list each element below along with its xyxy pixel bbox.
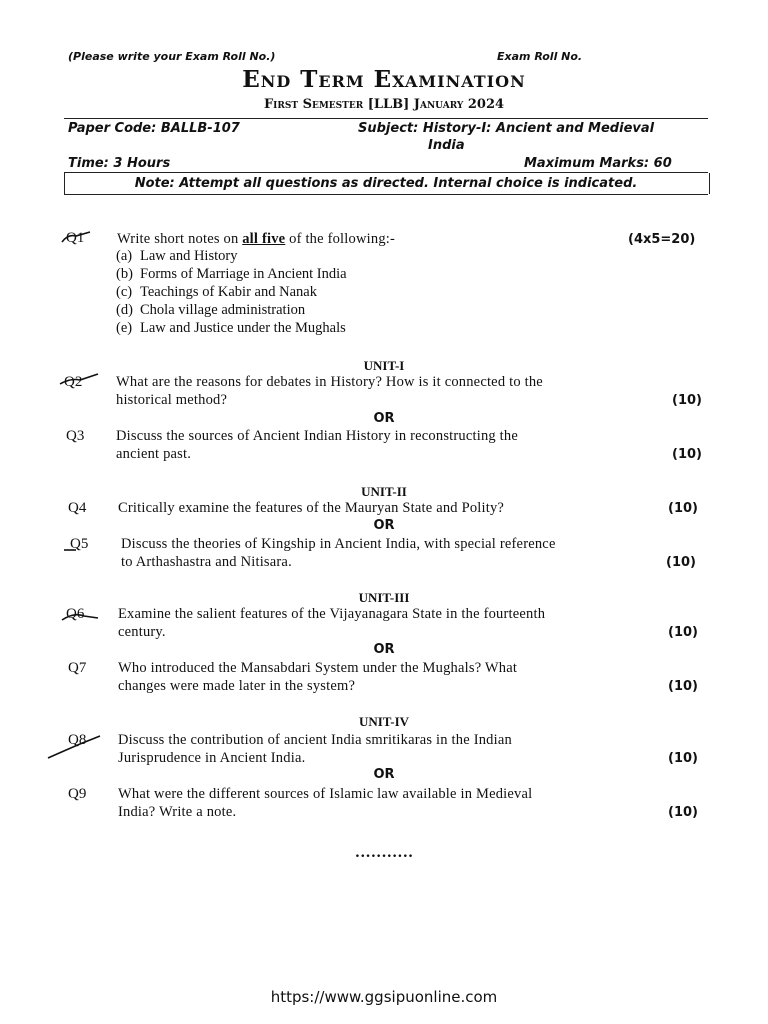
max-marks: Maximum Marks: 60 [524, 156, 672, 171]
divider [64, 118, 708, 119]
question-number: Q3 [66, 428, 85, 444]
question-text [117, 231, 395, 248]
question-number: Q4 [68, 500, 87, 516]
question-number: Q7 [68, 660, 87, 676]
tick-mark [60, 228, 94, 246]
question-text: What were the different sources of Islamic law available in Medieval [118, 786, 533, 802]
marks: (10) [666, 555, 696, 570]
question-text: changes were made later in the system? [118, 678, 356, 694]
exam-title: End Term Examination [242, 66, 526, 93]
question-number: Q6 [66, 606, 85, 622]
list-item [116, 284, 317, 301]
question-number: Q8 [68, 732, 87, 748]
footer-url[interactable]: https://www.ggsipuonline.com [270, 988, 498, 1006]
question-text: Discuss the sources of Ancient Indian History in reconstructing the [116, 428, 518, 444]
q1-text-post: of the following:- [285, 231, 396, 247]
question-text: to Arthashastra and Nitisara. [121, 554, 292, 570]
question-text: century. [118, 624, 166, 640]
question-number: Q5 [70, 536, 89, 552]
item-text: Chola village administration [140, 302, 306, 318]
end-mark: ••••••••••• [354, 852, 414, 862]
question-number: Q9 [68, 786, 87, 802]
question-text: Discuss the theories of Kingship in Ancient India, with special reference [121, 536, 556, 552]
marks: (10) [668, 501, 698, 516]
question-text: Examine the salient features of the Vijayanagara State in the fourteenth [118, 606, 546, 622]
item-label: (e) [116, 320, 133, 336]
list-item [116, 248, 237, 265]
marks: (10) [668, 625, 698, 640]
marks: (10) [668, 805, 698, 820]
subject-line-1: Subject: History-I: Ancient and Medieval [358, 121, 655, 136]
item-label: (b) [116, 266, 133, 282]
q1-text-bold: all five [242, 231, 286, 247]
item-text: Forms of Marriage in Ancient India [140, 266, 347, 282]
unit-heading: UNIT-II [361, 484, 407, 499]
question-number: Q2 [64, 374, 83, 390]
or-label: OR [373, 767, 395, 782]
item-text: Law and History [140, 248, 238, 264]
question-text: Critically examine the features of the Mauryan State and Polity? [118, 500, 505, 516]
subject-line-2: India [428, 138, 465, 153]
unit-heading: UNIT-III [358, 590, 410, 605]
item-label: (a) [116, 248, 133, 264]
item-text: Teachings of Kabir and Nanak [140, 284, 317, 300]
marks: (4x5=20) [628, 232, 696, 247]
tick-mark [44, 730, 104, 764]
question-text: India? Write a note. [118, 804, 237, 820]
question-text: Discuss the contribution of ancient India smritikaras in the Indian [118, 732, 512, 748]
question-text: ancient past. [116, 446, 192, 462]
item-text: Law and Justice under the Mughals [140, 320, 346, 336]
question-text: Jurisprudence in Ancient India. [118, 750, 306, 766]
question-number: Q1 [66, 230, 85, 246]
marks: (10) [672, 447, 702, 462]
marks: (10) [668, 679, 698, 694]
question-text: What are the reasons for debates in History? How is it connected to the [116, 374, 543, 390]
tick-mark [58, 606, 102, 624]
question-text: historical method? [116, 392, 228, 408]
tick-mark [56, 370, 102, 388]
or-label: OR [373, 411, 395, 426]
list-item [116, 320, 346, 337]
unit-heading: UNIT-IV [358, 714, 410, 729]
marks: (10) [672, 393, 702, 408]
item-label: (c) [116, 284, 133, 300]
q1-text-pre: Write short notes on [117, 231, 243, 247]
time: Time: 3 Hours [68, 156, 171, 171]
note: Note: Attempt all questions as directed. Internal choice is indicated. [134, 176, 638, 191]
unit-heading: UNIT-I [363, 358, 405, 373]
or-label: OR [373, 518, 395, 533]
or-label: OR [373, 642, 395, 657]
question-text: Who introduced the Mansabdari System under the Mughals? What [118, 660, 518, 676]
marks: (10) [668, 751, 698, 766]
roll-label: Exam Roll No. [497, 50, 583, 63]
item-label: (d) [116, 302, 133, 318]
list-item [116, 302, 305, 319]
exam-subtitle: First Semester [LLB] January 2024 [263, 97, 505, 112]
divider [64, 194, 708, 195]
list-item [116, 266, 347, 283]
paper-code: Paper Code: BALLB-107 [68, 121, 240, 136]
roll-note: (Please write your Exam Roll No.) [68, 50, 276, 63]
tick-mark [62, 538, 82, 554]
